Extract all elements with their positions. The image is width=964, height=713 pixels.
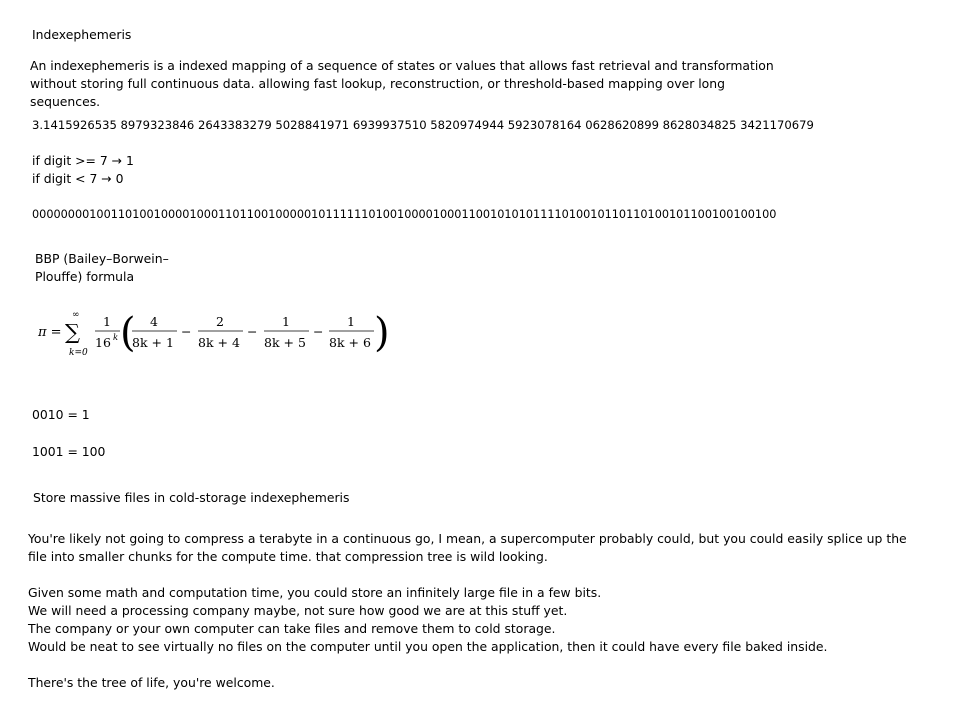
intro-paragraph: An indexephemeris is a indexed mapping of a sequence of states or values that allows fast retrieval and transformation without storing full continuous data. allowing fast lookup, reconstruction, or threshold-based mapping over long sequences. bbox=[30, 58, 774, 109]
term-3-numerator: 1 bbox=[282, 314, 290, 329]
line-1: Given some math and computation time, you could store an infinitely large file in a few bits. bbox=[28, 585, 602, 600]
mapping-2: 1001 = 100 bbox=[32, 444, 106, 459]
paragraph-1: You're likely not going to compress a terabyte in a continuous go, I mean, a supercomputer probably could, but you could easily splice up the file into smaller chunks for the compute time. that compression tree is wild looking. bbox=[28, 531, 907, 564]
line-4: Would be neat to see virtually no files on the computer until you open the application, then it could have every file baked inside. bbox=[28, 639, 828, 654]
sum-lower-limit: k=0 bbox=[69, 348, 88, 358]
term-2-numerator: 2 bbox=[216, 314, 224, 329]
term-4-operator: − bbox=[313, 324, 324, 339]
coef-exponent: k bbox=[113, 333, 119, 343]
mapping-1: 0010 = 1 bbox=[32, 407, 90, 422]
term-4-numerator: 1 bbox=[347, 314, 355, 329]
coef-denominator: 16 bbox=[95, 335, 111, 350]
closing-line: There's the tree of life, you're welcome. bbox=[28, 675, 275, 690]
formula-lhs: π = bbox=[38, 325, 62, 340]
bbp-label-line-1: BBP (Bailey–Borwein– bbox=[35, 251, 169, 266]
sum-upper-limit: ∞ bbox=[72, 310, 80, 320]
page-title: Indexephemeris bbox=[32, 27, 132, 42]
bbp-label-line-2: Plouffe) formula bbox=[35, 269, 135, 284]
term-3-operator: − bbox=[247, 324, 258, 339]
binary-sequence: 00000000100110100100001000110110010000010111111010010000100011001010101111010010110110100101100100100100 bbox=[32, 208, 777, 221]
term-3-denominator: 8k + 5 bbox=[264, 335, 306, 350]
right-paren-icon: ) bbox=[374, 310, 390, 356]
rule-line-2: if digit < 7 → 0 bbox=[32, 171, 124, 186]
coef-numerator: 1 bbox=[103, 314, 111, 329]
term-1-numerator: 4 bbox=[150, 314, 158, 329]
pi-digits: 3.1415926535 8979323846 2643383279 5028841971 6939937510 5820974944 5923078164 0628620899 8628034825 3421170679 bbox=[32, 118, 814, 132]
term-2-denominator: 8k + 4 bbox=[198, 335, 240, 350]
term-1-denominator: 8k + 1 bbox=[132, 335, 174, 350]
term-2-operator: − bbox=[181, 324, 192, 339]
bbp-formula bbox=[34, 306, 394, 366]
term-4-denominator: 8k + 6 bbox=[329, 335, 371, 350]
left-paren-icon: ( bbox=[120, 310, 136, 356]
line-2: We will need a processing company maybe, not sure how good we are at this stuff yet. bbox=[28, 603, 568, 618]
sigma-icon: ∑ bbox=[65, 320, 80, 344]
line-3: The company or your own computer can take files and remove them to cold storage. bbox=[28, 621, 556, 636]
bbp-formula-graphic bbox=[34, 306, 394, 366]
store-heading: Store massive files in cold-storage indexephemeris bbox=[33, 490, 350, 505]
rule-line-1: if digit >= 7 → 1 bbox=[32, 153, 134, 168]
